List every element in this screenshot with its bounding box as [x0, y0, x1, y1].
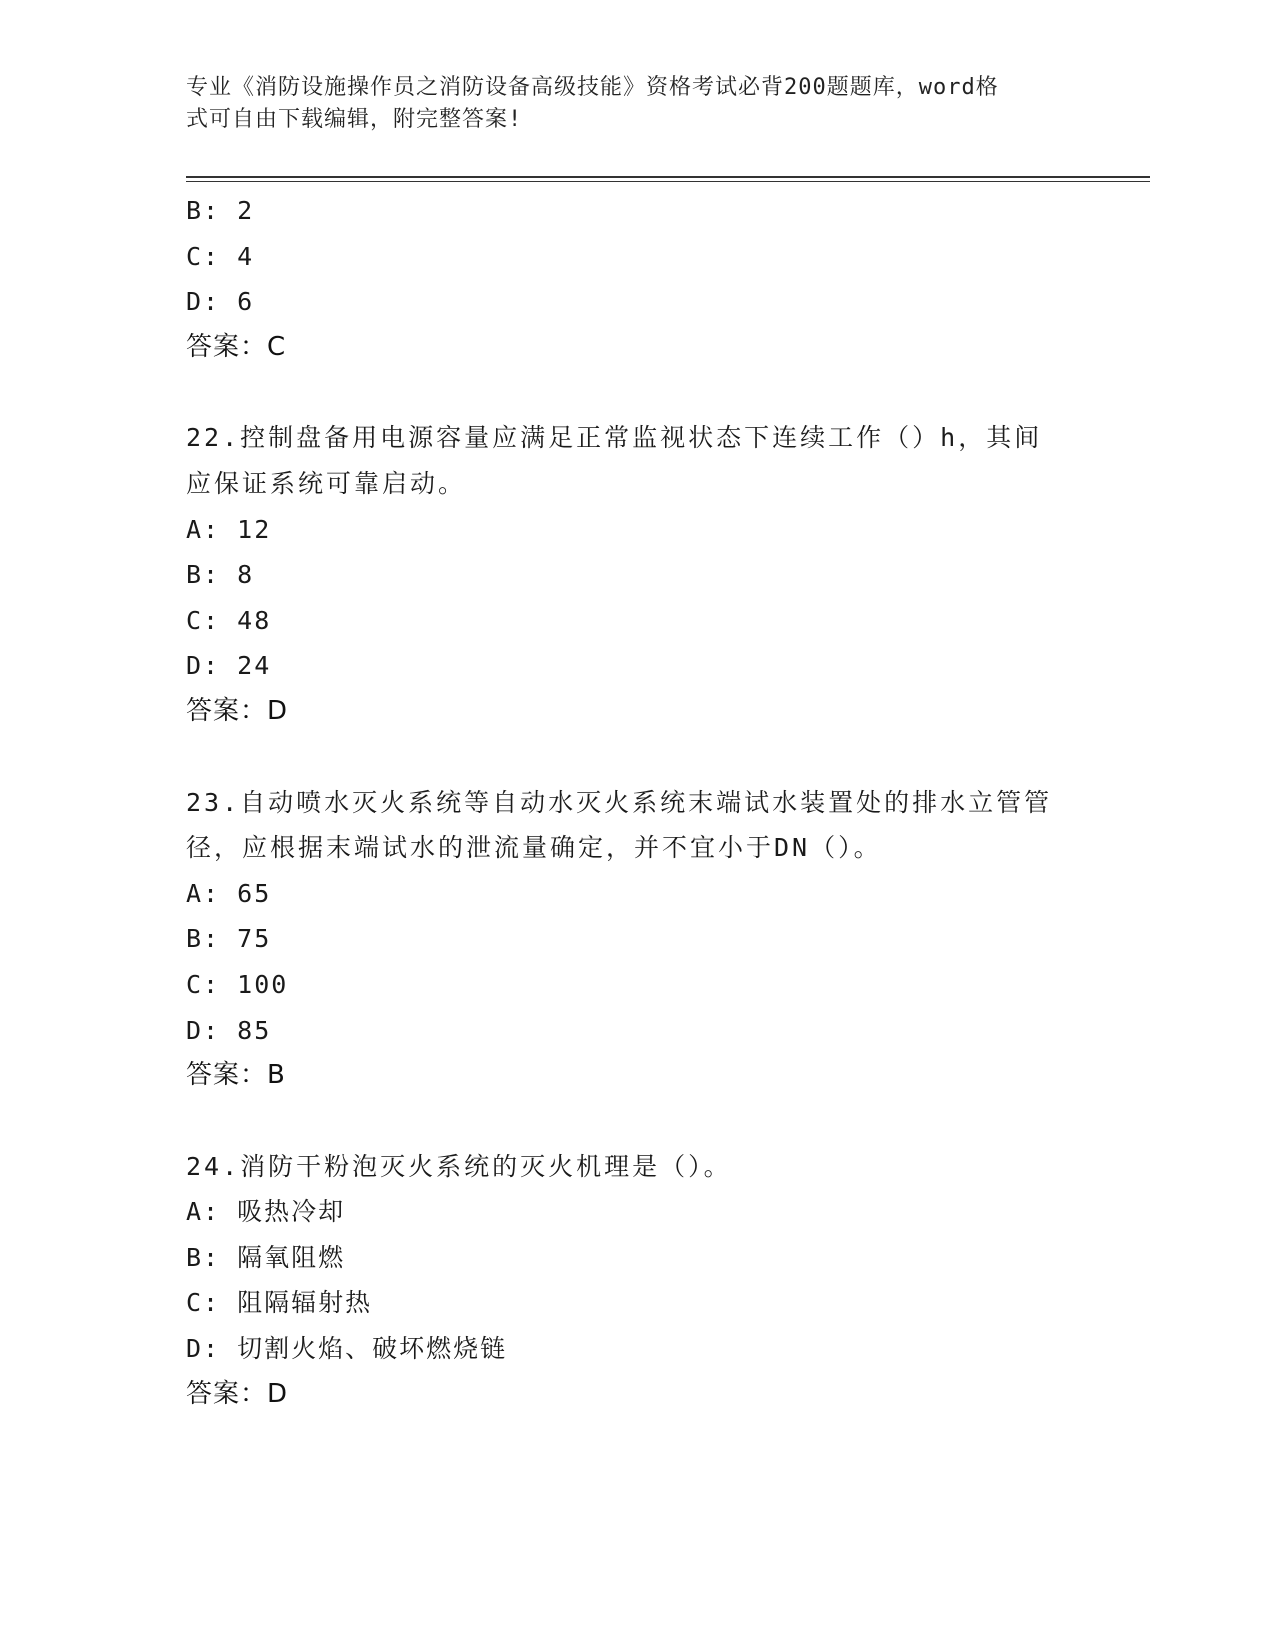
- option-b: B: 75: [186, 924, 272, 954]
- option-a: A: 吸热冷却: [186, 1197, 346, 1227]
- header-divider-thin: [186, 181, 1150, 182]
- question-text-line-2: 应保证系统可靠启动。: [186, 468, 467, 498]
- header-divider-thick: [186, 176, 1150, 178]
- answer-line: 答案：B: [186, 1060, 286, 1091]
- option-c: C: 4: [186, 241, 255, 271]
- option-c: C: 阻隔辐射热: [186, 1288, 373, 1318]
- question-text: [186, 780, 1056, 871]
- option-c: C: 100: [186, 969, 289, 999]
- option-a: A: 12: [186, 514, 272, 544]
- document-header: [186, 72, 1066, 136]
- option-b: B: 8: [186, 560, 255, 590]
- answer-line: 答案：D: [186, 1378, 289, 1409]
- option-c: C: 48: [186, 605, 272, 635]
- answer-line: 答案：C: [186, 331, 287, 362]
- question-24: [186, 1144, 1086, 1418]
- document-body: [186, 188, 1086, 1417]
- question-text: [186, 415, 1056, 506]
- question-text-line-1: 24.消防干粉泡灭火系统的灭火机理是（）。: [186, 1151, 732, 1181]
- option-d: D: 24: [186, 651, 272, 681]
- question-text-line-1: 22.控制盘备用电源容量应满足正常监视状态下连续工作（）h，其间: [186, 423, 1043, 453]
- question-22: [186, 415, 1086, 734]
- option-d: D: 6: [186, 287, 255, 317]
- option-a: A: 65: [186, 878, 272, 908]
- header-line-2: 式可自由下载编辑，附完整答案!: [186, 107, 523, 132]
- option-b: B: 2: [186, 196, 255, 225]
- question-21-continued: [186, 188, 1086, 370]
- option-d: D: 85: [186, 1015, 272, 1045]
- header-line-1: 专业《消防设施操作员之消防设备高级技能》资格考试必背200题题库，word格: [186, 75, 999, 100]
- question-text-line-2: 径，应根据末端试水的泄流量确定，并不宜小于DN（）。: [186, 833, 882, 863]
- question-text-line-1: 23.自动喷水灭火系统等自动水灭火系统末端试水装置处的排水立管管: [186, 787, 1053, 817]
- answer-line: 答案：D: [186, 695, 289, 726]
- option-d: D: 切割火焰、破坏燃烧链: [186, 1334, 508, 1364]
- question-23: [186, 780, 1086, 1099]
- question-text: [186, 1144, 1056, 1190]
- option-b: B: 隔氧阻燃: [186, 1242, 346, 1272]
